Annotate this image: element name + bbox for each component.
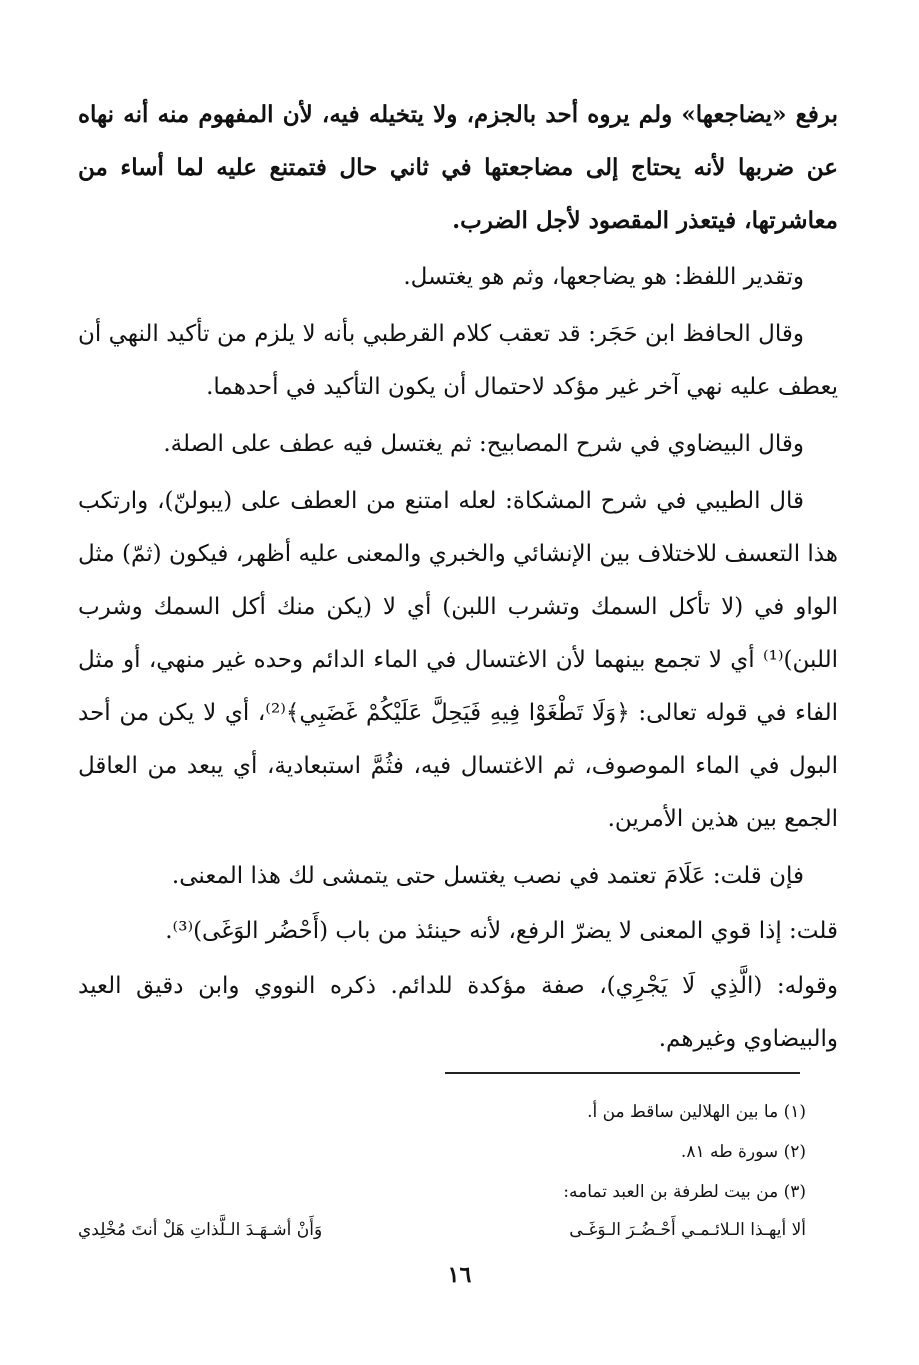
verse-first-hemistich: ألا أيهـذا الـلائـمـي أَحْـضُـرَ الـوَغَـى — [569, 1220, 806, 1240]
poetry-verse — [78, 1210, 806, 1250]
footnotes — [78, 1092, 806, 1250]
paragraph-2: وتقدير اللفظ: هو يضاجعها، وثم هو يغتسل. — [403, 264, 804, 290]
page-number: ١٦ — [447, 1262, 472, 1288]
paragraph-6: فإن قلت: عَلَامَ تعتمد في نصب يغتسل حتى يتمشى لك هذا المعنى. — [171, 863, 804, 889]
paragraph-5: قال الطيبي في شرح المشكاة: لعله امتنع من العطف على (يبولنّ)، وارتكب هذا التعسف للاختلاف بين الإنشائي والخبري والمعنى عليه أظهر، فيكون (ثمّ) مثل الواو في (لا تأكل السمك وتشرب اللبن) أي لا (يكن منك أكل السمك وشرب اللبن)⁽¹⁾ أي لا تجمع بينهما لأن الاغتسال في الماء الدائم وحده غير منهي، أو مثل الفاء في قوله تعالى: ﴿وَلَا تَطْغَوْا فِيهِ فَيَحِلَّ عَلَيْكُمْ غَضَبِي﴾⁽²⁾، أي لا يكن من أحد البول في الماء الموصوف، ثم الاغتسال فيه، فثُمَّ استبعادية، أي يبعد من العاقل الجمع بين هذين الأمرين. — [78, 488, 838, 832]
paragraph-3: وقال الحافظ ابن حَجَر: قد تعقب كلام القرطبي بأنه لا يلزم من تأكيد النهي أن يعطف عليه نهي آخر غير مؤكد لاحتمال أن يكون التأكيد في أحدهما. — [78, 321, 838, 400]
footnote-2: (٢) سورة طه ٨١. — [680, 1142, 806, 1162]
footnote-1: (١) ما بين الهلالين ساقط من أ. — [587, 1102, 806, 1122]
footnote-divider — [445, 1072, 800, 1074]
paragraph-7: قلت: إذا قوي المعنى لا يضرّ الرفع، لأنه حينئذ من باب (أَحْضُر الوَغَى)⁽³⁾. — [165, 918, 838, 944]
paragraph-8: وقوله: (الَّذِي لَا يَجْرِي)، صفة مؤكدة للدائم. ذكره النووي وابن دقيق العيد والبيضاوي وغيرهم. — [78, 973, 838, 1052]
paragraph-1: برفع «يضاجعها» ولم يروه أحد بالجزم، ولا يتخيله فيه، لأن المفهوم منه أنه نهاه عن ضربها لأنه يحتاج إلى مضاجعتها في ثاني حال فتمتنع عليه لما أساء من معاشرتها، فيتعذر المقصود لأجل الضرب. — [78, 101, 838, 234]
footnote-3: (٣) من بيت لطرفة بن العبد تمامه: — [563, 1182, 806, 1202]
paragraph-4: وقال البيضاوي في شرح المصابيح: ثم يغتسل فيه عطف على الصلة. — [163, 431, 804, 457]
main-text — [78, 88, 838, 1066]
verse-second-hemistich: وَأَنْ أشـهَـدَ الـلَّذاتِ هَلْ أنتَ مُخْلِدي — [78, 1220, 323, 1240]
